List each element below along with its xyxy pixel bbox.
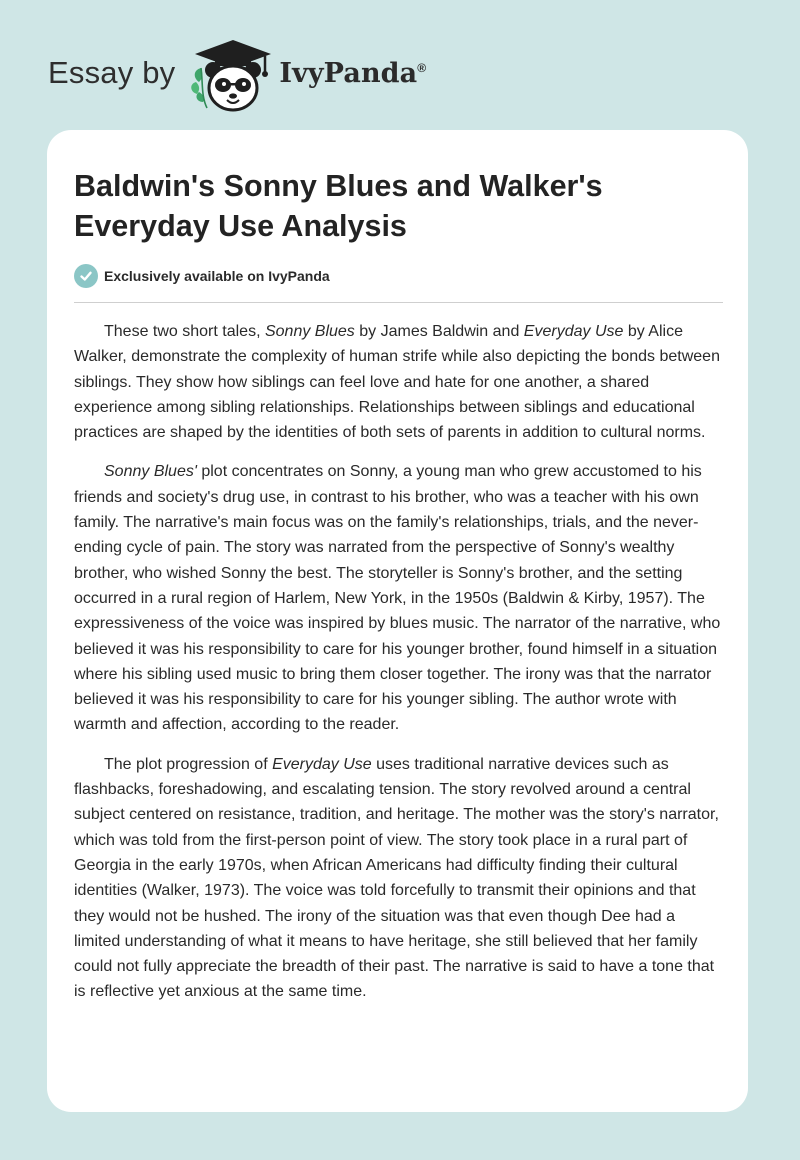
essay-by-label: Essay by <box>48 54 176 90</box>
paragraph-1: These two short tales, Sonny Blues by James Baldwin and Everyday Use by Alice Walker, demonstrate the complexity of human strife while also depicting the bonds between siblings. They show how siblings can feel love and hate for one another, a shared experience among sibling relationships. Relationships between siblings and educational practices are shaped by the identities of both sets of parents in addition to cultural norms. <box>74 323 720 442</box>
exclusive-badge <box>74 264 330 288</box>
brand-name: IvyPanda® <box>279 57 427 89</box>
panda-graduate-logo-icon <box>189 38 277 114</box>
check-icon <box>74 264 98 288</box>
paragraph-3: The plot progression of Everyday Use uses traditional narrative devices such as flashbacks, foreshadowing, and escalating tension. The story revolved around a central subject centered on resistance, tradition, and heritage. The mother was the story's narrator, which was told from the first-person point of view. The story took place in a rural part of Georgia in the early 1970s, when African Americans had difficulty finding their cultural identities (Walker, 1973). The voice was told forcefully to transmit their opinions and that they would not be hushed. The irony of the situation was that even though Dee had a limited understanding of what it means to have heritage, she still believed that her family could not fully appreciate the breadth of their past. The narrative is said to have a tone that is reflective yet anxious at the same time. <box>74 755 719 1001</box>
paragraph-2: Sonny Blues' plot concentrates on Sonny, a young man who grew accustomed to his friends and society's drug use, in contrast to his brother, who was a teacher with his own family. The narrative's main focus was on the family's relationships, trials, and the never-ending cycle of pain. The story was narrated from the perspective of Sonny's wealthy brother, who wished Sonny the best. The storyteller is Sonny's brother, and the setting occurred in a rural region of Harlem, New York, in the 1950s (Baldwin & Kirby, 1957). The expressiveness of the voice was inspired by blues music. The narrator of the narrative, who believed it was his responsibility to care for his younger brother, found himself in a situation where his sibling used music to bring them closer together. The irony was that the narrator believed it was his responsibility to care for his younger sibling. The author wrote with warmth and affection, according to the reader. <box>74 463 721 734</box>
registered-mark: ® <box>417 60 427 75</box>
essay-title: Baldwin's Sonny Blues and Walker's Everyday Use Analysis <box>74 169 603 243</box>
divider <box>74 302 723 303</box>
exclusive-badge-text: Exclusively available on IvyPanda <box>104 268 330 284</box>
essay-body <box>74 319 724 1019</box>
essay-card <box>47 130 748 1112</box>
site-header <box>0 0 800 130</box>
brand-logo-link[interactable] <box>48 36 426 112</box>
